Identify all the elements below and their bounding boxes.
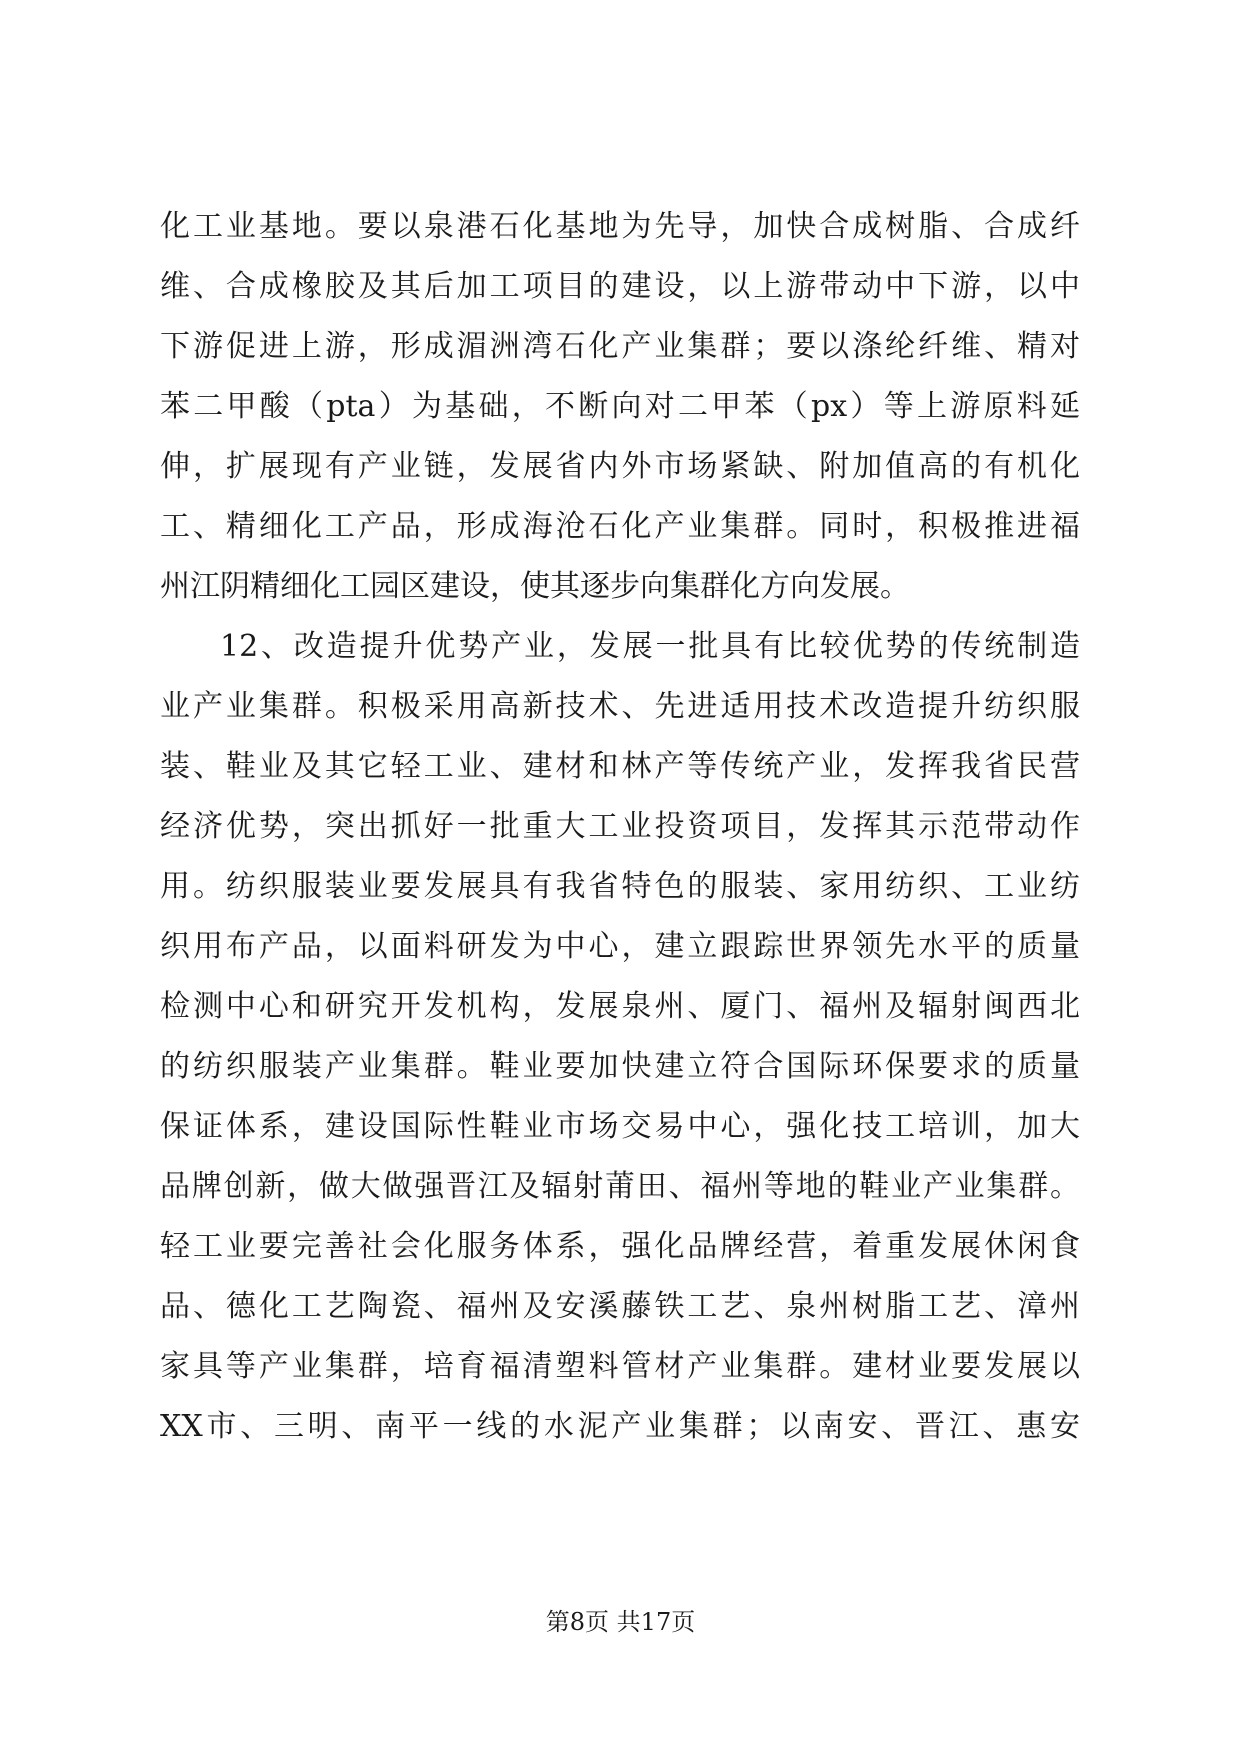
text-line: 伸，扩展现有产业链，发展省内外市场紧缺、附加值高的有机化: [160, 449, 1080, 484]
text-line: XX市、三明、南平一线的水泥产业集群；以南安、晋江、惠安: [160, 1409, 1080, 1444]
text-line: 品牌创新，做大做强晋江及辐射莆田、福州等地的鞋业产业集群。: [160, 1169, 1080, 1204]
text-line: 化工业基地。要以泉港石化基地为先导，加快合成树脂、合成纤: [160, 209, 1080, 244]
text-line: 家具等产业集群，培育福清塑料管材产业集群。建材业要发展以: [160, 1349, 1080, 1384]
text-line: 用。纺织服装业要发展具有我省特色的服装、家用纺织、工业纺: [160, 869, 1080, 904]
text-line: 工、精细化工产品，形成海沧石化产业集群。同时，积极推进福: [160, 509, 1080, 544]
text-line: 下游促进上游，形成湄洲湾石化产业集群；要以涤纶纤维、精对: [160, 329, 1080, 364]
text-line: 维、合成橡胶及其后加工项目的建设，以上游带动中下游，以中: [160, 269, 1080, 304]
text-line: 检测中心和研究开发机构，发展泉州、厦门、福州及辐射闽西北: [160, 989, 1080, 1024]
page-number-footer: 第8页 共17页: [545, 1608, 696, 1636]
text-line: 州江阴精细化工园区建设，使其逐步向集群化方向发展。: [160, 569, 910, 604]
text-line: 装、鞋业及其它轻工业、建材和林产等传统产业，发挥我省民营: [160, 749, 1080, 784]
text-line: 经济优势，突出抓好一批重大工业投资项目，发挥其示范带动作: [160, 809, 1080, 844]
text-line: 苯二甲酸（pta）为基础，不断向对二甲苯（px）等上游原料延: [160, 389, 1080, 424]
text-line: 织用布产品，以面料研发为中心，建立跟踪世界领先水平的质量: [160, 929, 1080, 964]
text-line: 12、改造提升优势产业，发展一批具有比较优势的传统制造: [220, 629, 1080, 664]
text-line: 保证体系，建设国际性鞋业市场交易中心，强化技工培训，加大: [160, 1109, 1080, 1144]
text-line: 品、德化工艺陶瓷、福州及安溪藤铁工艺、泉州树脂工艺、漳州: [160, 1289, 1080, 1324]
text-line: 业产业集群。积极采用高新技术、先进适用技术改造提升纺织服: [160, 689, 1080, 724]
text-line: 轻工业要完善社会化服务体系，强化品牌经营，着重发展休闲食: [160, 1229, 1080, 1264]
text-line: 的纺织服装产业集群。鞋业要加快建立符合国际环保要求的质量: [160, 1049, 1080, 1084]
